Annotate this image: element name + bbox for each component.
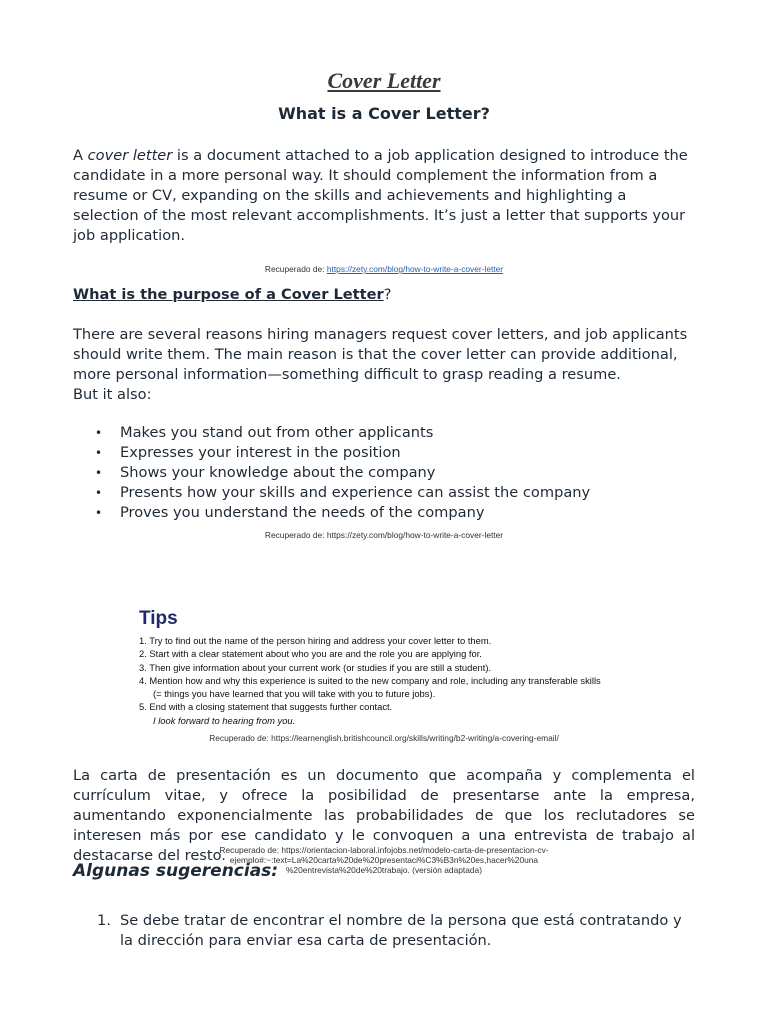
list-item: • Presents how your skills and experience can assist the company <box>73 483 695 503</box>
intro-paragraph <box>73 146 695 246</box>
sugerencias-heading: Algunas sugerencias: <box>73 861 279 881</box>
source-line: %20entrevista%20de%20trabajo. (versión adaptada) <box>285 865 482 875</box>
list-item: • Shows your knowledge about the company <box>73 463 695 483</box>
source-citation-1 <box>73 264 695 274</box>
list-item: 1. Try to find out the name of the person hiring and address your cover letter to them. <box>139 635 492 646</box>
intro-rest: is a document attached to a job application designed to introduce the candidate in a more personal way. It should complement the information from a resume or CV, expanding on the skills and achievements and highlighting a selection of the most relevant accomplishments. It’s just a letter that supports your job application. <box>73 147 688 244</box>
list-item-continuation: (= things you have learned that you will take with you to future jobs). <box>153 688 436 700</box>
purpose-heading-text: What is the purpose of a Cover Letter <box>73 286 384 303</box>
intro-prefix: A <box>73 147 88 164</box>
source-citation-2: Recuperado de: https://zety.com/blog/how-to-write-a-cover-letter <box>264 530 504 540</box>
list-number: 1. <box>97 912 111 929</box>
list-item: 3. Then give information about your current work (or studies if you are still a student). <box>139 661 492 673</box>
list-item: 2. Start with a clear statement about who you are and the role you are applying for. <box>139 648 482 660</box>
page-title: Cover Letter <box>327 68 441 93</box>
purpose-bullet-list <box>73 423 695 523</box>
purpose-paragraph: There are several reasons hiring managers request cover letters, and job applicants should write them. The main reason is that the cover letter can provide additional, more personal information—something difficult to grasp reading a resume. <box>73 326 688 383</box>
list-item: 4. Mention how and why this experience is suited to the new company and role, including any transferable skills <box>139 674 601 686</box>
list-item <box>73 911 695 951</box>
section-heading-what-is: What is a Cover Letter? <box>278 104 490 123</box>
tips-title: Tips <box>139 608 178 629</box>
purpose-also: But it also: <box>73 386 152 403</box>
source-citation-3: Recuperado de: https://learnenglish.britishcouncil.org/skills/writing/b2-writing/a-covering-email/ <box>209 733 559 743</box>
list-item: • Makes you stand out from other applicants <box>73 423 695 443</box>
list-item: • Proves you understand the needs of the company <box>73 503 695 523</box>
spanish-paragraph: La carta de presentación es un documento que acompaña y complementa el currículum vitae, y ofrece la posibilidad de presentarse ante la empresa, aumentando exponencialmente las probabilidades de que los reclutadores se interesen más por ese candidato y le convoquen a una entrevista de trabajo al destacarse del resto. <box>73 767 695 864</box>
sugerencias-list <box>73 911 695 951</box>
closing-example: I look forward to hearing from you. <box>153 714 296 726</box>
intro-term: cover letter <box>87 147 173 164</box>
purpose-heading <box>73 285 391 305</box>
tips-list <box>139 634 639 727</box>
source-line: Recuperado de: https://orientacion-laboral.infojobs.net/modelo-carta-de-presentacion-cv-ejemplo#:~:text=La%20carta%20de%20presentaci%C3%B3n%20es,hacer%20una <box>219 845 549 865</box>
source-label: Recuperado de: <box>264 264 327 274</box>
list-item: 5. End with a closing statement that suggests further contact. <box>139 701 393 713</box>
purpose-heading-mark: ? <box>383 286 392 303</box>
list-item-text: Se debe tratar de encontrar el nombre de la persona que está contratando y la dirección para enviar esa carta de presentación. <box>120 912 682 949</box>
list-item: • Expresses your interest in the position <box>73 443 695 463</box>
source-link[interactable]: https://zety.com/blog/how-to-write-a-cover-letter <box>326 264 504 274</box>
tips-image <box>139 608 639 727</box>
